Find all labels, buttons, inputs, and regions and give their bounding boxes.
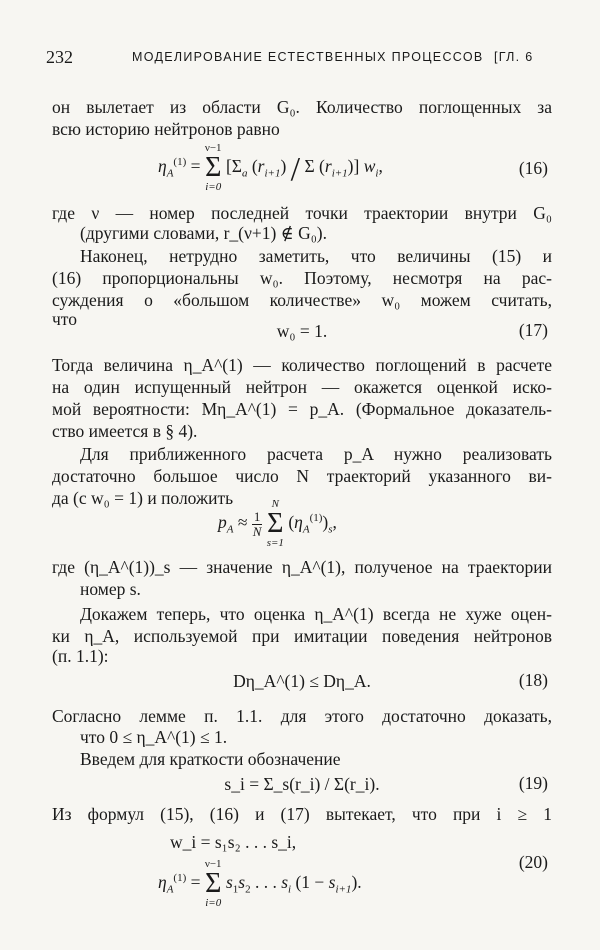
equation-number: (17) [518, 320, 548, 340]
text-line: всю историю нейтронов равно [52, 119, 280, 139]
text-line: (другими словами, r_(ν+1) ∉ G₀). [80, 223, 328, 243]
equation-17: w₀ = 1. [276, 321, 328, 341]
text-line: что [52, 309, 77, 329]
text-line: мой вероятности: Mη_A^(1) = p_A. (Формальное доказатель- [52, 399, 552, 419]
text-line: где ν — номер последней точки траектории внутри G₀ [52, 203, 552, 223]
text-line: он вылетает из области G₀. Количество поглощенных за [52, 97, 552, 117]
text-line: на один испущенный нейтрон — окажется оценкой иско- [52, 377, 552, 397]
page-number: 232 [46, 47, 73, 67]
equation-estimate-pa: $p_A$ ≈ $\frac{1}{N}$ N Σ s=1 $(\eta_A^{(1)})_s$, [218, 498, 337, 549]
text-line: Наконец, нетрудно заметить, что величины (15) и [80, 246, 552, 266]
equation-number: (20) [518, 852, 548, 872]
text-line: (16) пропорциональны w₀. Поэтому, несмотря на рас- [52, 268, 552, 288]
text-line: суждения о «большом количестве» w₀ можем считать, [52, 290, 552, 310]
text-line: ство имеется в § 4). [52, 421, 198, 441]
text-line: да (с w₀ = 1) и положить [52, 488, 234, 508]
chapter-label: [ГЛ. 6 [494, 50, 534, 64]
equation-16: $\eta_A^{(1)}$ = ν−1 Σ i=0 [$\Sigma_a$ $(r_{i+1})$ / Σ $(r_{i+1})$] $w_i$, [158, 142, 383, 193]
running-header [0, 47, 600, 69]
equation-18: Dη_A^(1) ≤ Dη_A. [233, 671, 371, 691]
text-line: ки η_A, используемой при имитации поведения нейтронов [52, 626, 552, 646]
text-line: где (η_A^(1))_s — значение η_A^(1), полученое на траектории [52, 557, 552, 577]
running-title: МОДЕЛИРОВАНИЕ ЕСТЕСТВЕННЫХ ПРОЦЕССОВ [132, 50, 484, 64]
text-line: Тогда величина η_A^(1) — количество поглощений в расчете [52, 355, 552, 375]
equation-number: (18) [518, 670, 548, 690]
equation-20-line1: w_i = s₁s₂ . . . s_i, [170, 832, 297, 852]
equation-19: s_i = Σ_s(r_i) / Σ(r_i). [224, 774, 380, 794]
text-line: Из формул (15), (16) и (17) вытекает, что при i ≥ 1 [52, 804, 552, 824]
text-line: что 0 ≤ η_A^(1) ≤ 1. [80, 727, 228, 747]
text-line: (п. 1.1): [52, 646, 109, 666]
text-line: номер s. [80, 579, 141, 599]
text-line: Согласно лемме п. 1.1. для этого достаточно доказать, [52, 706, 552, 726]
text-line: достаточно большое число N траекторий указанного ви- [52, 466, 552, 486]
text-line: Введем для краткости обозначение [80, 749, 341, 769]
equation-20-line2: $\eta_A^{(1)}$ = ν−1 Σ i=0 $s_1s_2$ . . . $s_i$ $(1 - s_{i+1})$. [158, 858, 362, 909]
equation-number: (19) [518, 773, 548, 793]
equation-number: (16) [518, 158, 548, 178]
text-line: Для приближенного расчета p_A нужно реализовать [80, 444, 552, 464]
text-line: Докажем теперь, что оценка η_A^(1) всегда не хуже оцен- [80, 604, 552, 624]
